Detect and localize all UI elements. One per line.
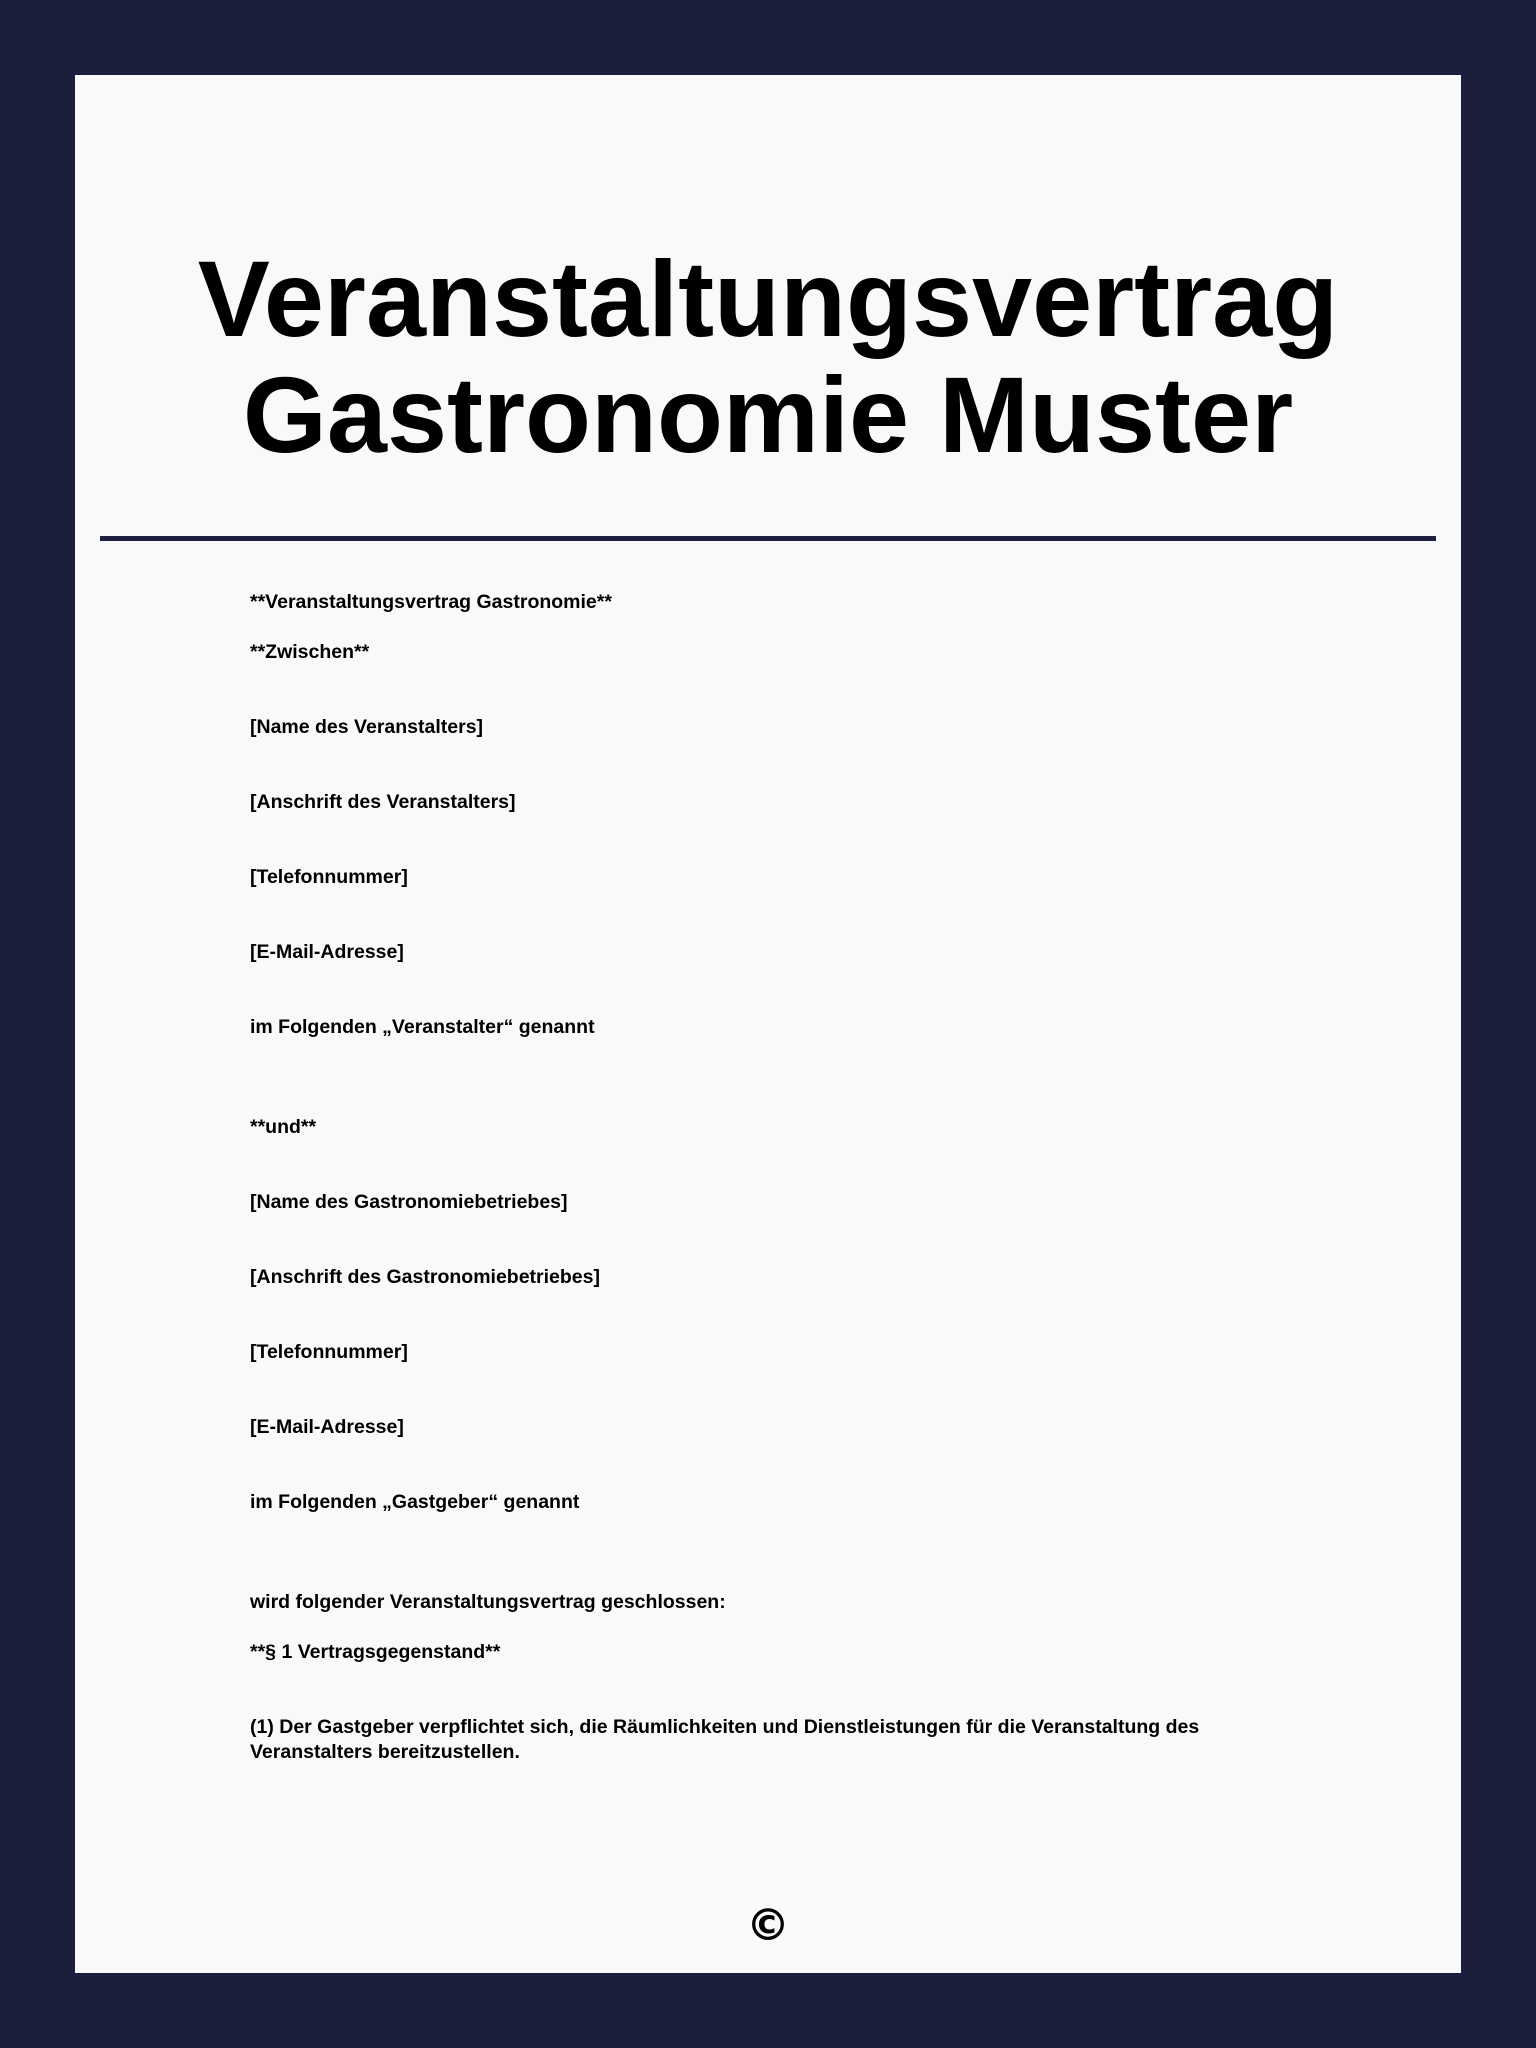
title-divider bbox=[100, 536, 1436, 541]
and-heading: **und** bbox=[250, 1116, 317, 1138]
copyright-icon: © bbox=[746, 1900, 790, 1951]
host-phone: [Telefonnummer] bbox=[250, 1341, 408, 1363]
host-address: [Anschrift des Gastronomiebetriebes] bbox=[250, 1266, 600, 1288]
section-1-paragraph-1: (1) Der Gastgeber verpflichtet sich, die Räumlichkeiten und Dienstleistungen für die Veranstaltung des Veranstalters bereitzustellen. bbox=[250, 1716, 1200, 1763]
document-page bbox=[75, 75, 1461, 1973]
organizer-email: [E-Mail-Adresse] bbox=[250, 941, 404, 963]
between-heading: **Zwischen** bbox=[250, 641, 370, 663]
organizer-designation: im Folgenden „Veranstalter“ genannt bbox=[250, 1016, 595, 1038]
host-designation: im Folgenden „Gastgeber“ genannt bbox=[250, 1491, 580, 1513]
organizer-address: [Anschrift des Veranstalters] bbox=[250, 791, 516, 813]
document-title bbox=[75, 238, 1461, 475]
host-email: [E-Mail-Adresse] bbox=[250, 1416, 404, 1438]
title-line-1: Veranstaltungsvertrag bbox=[197, 238, 1339, 359]
organizer-name: [Name des Veranstalters] bbox=[250, 716, 484, 738]
contract-intro: wird folgender Veranstaltungsvertrag geschlossen: bbox=[250, 1591, 726, 1613]
host-name: [Name des Gastronomiebetriebes] bbox=[250, 1191, 568, 1213]
title-line-2: Gastronomie Muster bbox=[242, 354, 1294, 475]
contract-heading: **Veranstaltungsvertrag Gastronomie** bbox=[250, 591, 612, 613]
organizer-phone: [Telefonnummer] bbox=[250, 866, 408, 888]
section-1-heading: **§ 1 Vertragsgegenstand** bbox=[250, 1641, 501, 1663]
